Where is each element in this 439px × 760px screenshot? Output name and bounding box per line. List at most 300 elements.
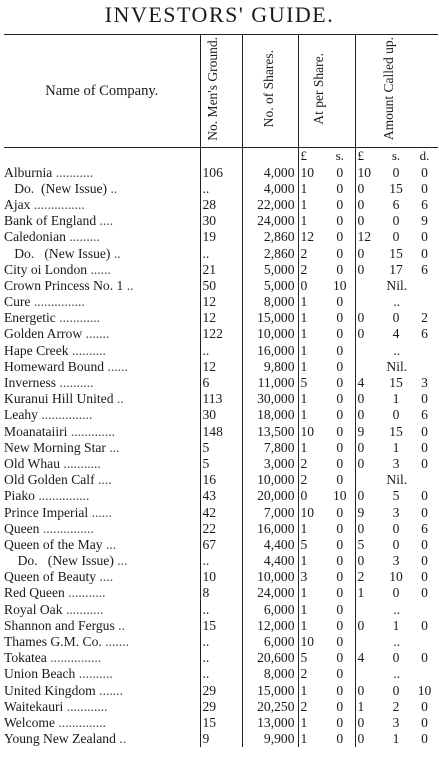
- company-name: Queen of the May: [4, 536, 103, 552]
- company-name: Ajax: [4, 196, 31, 212]
- at-pounds-value: 1: [298, 180, 325, 196]
- mens-ground-value: 9: [200, 731, 242, 747]
- table-row: [4, 504, 438, 520]
- company-name-cell: [4, 391, 200, 407]
- called-up-pounds-value: 0: [355, 488, 381, 504]
- dot-leader: ....: [99, 569, 114, 585]
- at-shillings-value: 0: [336, 698, 344, 714]
- dot-leader: ..............: [58, 714, 106, 730]
- dot-leader: ..: [113, 245, 121, 261]
- company-name: Hape Creek: [4, 342, 69, 358]
- shares-value: 15,000: [242, 682, 298, 698]
- company-name-cell: [4, 666, 200, 682]
- at-pounds-value: 1: [298, 682, 325, 698]
- company-name-cell: [4, 455, 200, 471]
- company-name-cell: [4, 294, 200, 310]
- called-up-pounds-value: 0: [355, 245, 381, 261]
- table-row: [4, 294, 438, 310]
- table-row: [4, 553, 438, 569]
- at-pounds-value: 10: [298, 423, 325, 439]
- at-pounds-value: 3: [298, 569, 325, 585]
- company-name: Union Beach: [4, 666, 76, 682]
- called-up-pounds-value: 10: [355, 164, 381, 180]
- dot-leader: ...............: [41, 407, 93, 423]
- at-pounds-value: 2: [298, 698, 325, 714]
- at-pounds-value: 1: [298, 342, 325, 358]
- mens-ground-value: 148: [200, 423, 242, 439]
- called-up-pounds-value: 0: [355, 326, 381, 342]
- table-row: [4, 439, 438, 455]
- shares-value: 20,600: [242, 650, 298, 666]
- called-up-blank: ..: [355, 342, 438, 358]
- called-up-pounds-value: 4: [355, 650, 381, 666]
- company-name-cell: [4, 310, 200, 326]
- company-name-cell: [4, 164, 200, 180]
- at-shillings-value: 0: [336, 682, 344, 698]
- company-name: Royal Oak: [4, 601, 63, 617]
- mens-ground-value: 113: [200, 391, 242, 407]
- dot-leader: ...........: [63, 455, 101, 471]
- mens-ground-value: ..: [200, 650, 242, 666]
- mens-ground-value: 15: [200, 617, 242, 633]
- table-header: [4, 35, 438, 148]
- table-row: [4, 682, 438, 698]
- at-shillings-value: 0: [336, 358, 344, 374]
- mens-ground-value: 30: [200, 213, 242, 229]
- at-pounds-value: 1: [298, 407, 325, 423]
- company-name: Do. (New Issue): [4, 245, 111, 261]
- mens-ground-value: 106: [200, 164, 242, 180]
- dot-leader: .........: [69, 229, 100, 245]
- called-up-pounds-value: 0: [355, 261, 381, 277]
- company-name: Inverness: [4, 375, 57, 391]
- dot-leader: ..........: [71, 342, 106, 358]
- called-up-pence-value: 0: [421, 391, 428, 407]
- mens-ground-value: 16: [200, 472, 242, 488]
- shares-value: 6,000: [242, 633, 298, 649]
- dot-leader: ...: [105, 536, 117, 552]
- company-name: Shannon and Fergus: [4, 617, 115, 633]
- header-no-of-shares-label: No. of Shares.: [261, 50, 276, 128]
- called-up-shillings-value: 5: [392, 488, 400, 504]
- shares-value: 4,000: [242, 180, 298, 196]
- called-up-pounds-value: 5: [355, 536, 381, 552]
- header-no-of-shares: [242, 35, 298, 148]
- at-shillings-value: 0: [336, 391, 344, 407]
- at-pounds-value: 2: [298, 455, 325, 471]
- shares-value: 5,000: [242, 277, 298, 293]
- company-name: Tokatea: [4, 650, 47, 666]
- company-name: Prince Imperial: [4, 504, 89, 520]
- called-up-blank: ..: [355, 633, 438, 649]
- at-shillings-value: 0: [336, 310, 344, 326]
- company-name-cell: [4, 326, 200, 342]
- company-name-cell: [4, 472, 200, 488]
- at-pounds-value: 1: [298, 196, 325, 212]
- mens-ground-value: ..: [200, 180, 242, 196]
- called-up-pence-value: 0: [421, 423, 428, 439]
- at-shillings-value: 0: [336, 423, 344, 439]
- company-name-cell: [4, 261, 200, 277]
- shares-value: 24,000: [242, 213, 298, 229]
- company-name-cell: [4, 617, 200, 633]
- table-row: [4, 488, 438, 504]
- company-name-cell: [4, 180, 200, 196]
- shares-value: 11,000: [242, 374, 298, 390]
- company-name: Do. (New Issue): [4, 553, 114, 569]
- at-pounds-value: 10: [298, 504, 325, 520]
- called-up-pence-value: 9: [421, 213, 428, 229]
- at-pounds-value: 0: [298, 488, 325, 504]
- company-name-cell: [4, 650, 200, 666]
- at-pounds-value: 1: [298, 391, 325, 407]
- called-up-pence-value: 0: [421, 229, 428, 245]
- table-row: [4, 374, 438, 390]
- company-name: Alburnia: [4, 164, 53, 180]
- company-name: Bank of England: [4, 213, 97, 229]
- at-shillings-value: 0: [336, 196, 344, 212]
- company-name: Piako: [4, 488, 35, 504]
- called-up-shillings-value: 3: [392, 714, 400, 730]
- dot-leader: ....: [99, 213, 114, 229]
- company-name-cell: [4, 633, 200, 649]
- at-pounds-value: 1: [298, 310, 325, 326]
- called-up-shillings-value: 0: [392, 213, 400, 229]
- called-up-pence-value: 0: [421, 585, 428, 601]
- company-name-cell: [4, 358, 200, 374]
- company-name-cell: [4, 229, 200, 245]
- called-up-pounds-value: 0: [355, 213, 381, 229]
- at-pounds-value: 10: [298, 633, 325, 649]
- table-row: [4, 633, 438, 649]
- called-up-pounds-value: 0: [355, 682, 381, 698]
- mens-ground-value: 22: [200, 520, 242, 536]
- at-shillings-value: 0: [336, 650, 344, 666]
- at-shillings-value: 0: [336, 326, 344, 342]
- table-row: [4, 391, 438, 407]
- shares-value: 20,250: [242, 698, 298, 714]
- at-shillings-value: 0: [336, 520, 344, 536]
- company-name: Queen: [4, 520, 40, 536]
- called-up-shillings-value: 1: [392, 617, 400, 633]
- called-up-shillings-value: 4: [392, 326, 400, 342]
- called-up-pounds-value: 0: [355, 553, 381, 569]
- at-shillings-value: 10: [332, 277, 347, 293]
- shares-value: 4,400: [242, 553, 298, 569]
- dot-leader: ...........: [55, 164, 94, 180]
- company-name-cell: [4, 714, 200, 730]
- called-up-shillings-value: 1: [392, 439, 400, 455]
- company-name: Red Queen: [4, 585, 65, 601]
- shares-value: 4,400: [242, 536, 298, 552]
- company-name: Welcome: [4, 714, 55, 730]
- called-up-shillings-value: 15: [389, 180, 403, 196]
- called-up-shillings-value: 15: [389, 423, 403, 439]
- called-up-shillings-value: 15: [389, 375, 403, 391]
- table-row: [4, 472, 438, 488]
- dot-leader: ..: [126, 277, 134, 293]
- company-name-cell: [4, 569, 200, 585]
- dot-leader: ............: [66, 698, 108, 714]
- called-up-pence-value: 0: [421, 504, 428, 520]
- table-row: [4, 520, 438, 536]
- called-up-blank: ..: [355, 601, 438, 617]
- mens-ground-value: ..: [200, 601, 242, 617]
- company-name-cell: [4, 342, 200, 358]
- called-up-shillings-value: 0: [392, 407, 400, 423]
- called-up-shillings-value: 0: [392, 682, 400, 698]
- at-shillings-value: 0: [336, 164, 344, 180]
- at-shillings-value: 0: [336, 617, 344, 633]
- table-row: [4, 261, 438, 277]
- called-up-shillings-value: 1: [392, 391, 400, 407]
- table-row: [4, 585, 438, 601]
- shares-value: 16,000: [242, 520, 298, 536]
- table-row: [4, 245, 438, 261]
- called-up-shillings-value: 17: [389, 261, 403, 277]
- called-up-nil: Nil.: [355, 472, 438, 488]
- at-shillings-value: 0: [336, 407, 344, 423]
- company-name: City oi London: [4, 261, 88, 277]
- called-up-shillings-value: 10: [389, 569, 403, 585]
- at-shillings-value: 0: [336, 504, 344, 520]
- shares-value: 7,800: [242, 439, 298, 455]
- at-pounds-value: 1: [298, 520, 325, 536]
- dot-leader: ...........: [65, 601, 104, 617]
- dot-leader: ..........: [78, 666, 113, 682]
- called-up-pence-value: 0: [421, 180, 428, 196]
- called-up-pence-value: 2: [421, 310, 428, 326]
- at-pounds-value: 1: [298, 294, 325, 310]
- shares-value: 8,000: [242, 294, 298, 310]
- shares-value: 30,000: [242, 391, 298, 407]
- mens-ground-value: 8: [200, 585, 242, 601]
- at-pounds-value: 5: [298, 536, 325, 552]
- mens-ground-value: 122: [200, 326, 242, 342]
- dot-leader: ...: [109, 439, 120, 455]
- dot-leader: .............: [70, 423, 116, 439]
- at-pounds-value: 1: [298, 601, 325, 617]
- dot-leader: ....: [98, 472, 112, 488]
- at-pounds-value: 2: [298, 261, 325, 277]
- mens-ground-value: ..: [200, 245, 242, 261]
- shares-value: 22,000: [242, 196, 298, 212]
- mens-ground-value: 43: [200, 488, 242, 504]
- dot-leader: ...............: [50, 650, 102, 666]
- mens-ground-value: 6: [200, 374, 242, 390]
- shares-value: 10,000: [242, 326, 298, 342]
- company-name: Leahy: [4, 407, 38, 423]
- called-up-pence-value: 0: [421, 617, 428, 633]
- at-shillings-value: 0: [336, 439, 344, 455]
- mens-ground-value: ..: [200, 666, 242, 682]
- at-shillings-value: 0: [336, 245, 344, 261]
- called-up-shillings-value: 3: [392, 553, 400, 569]
- called-up-shillings-value: 0: [392, 650, 400, 666]
- called-up-pounds-value: 0: [355, 617, 381, 633]
- shares-value: 16,000: [242, 342, 298, 358]
- table-row: [4, 617, 438, 633]
- called-up-pounds-value: 12: [355, 229, 381, 245]
- called-up-shillings-value: 2: [392, 698, 400, 714]
- shares-value: 3,000: [242, 455, 298, 471]
- company-name-cell: [4, 439, 200, 455]
- called-up-pence-value: 0: [421, 245, 428, 261]
- at-shillings-value: 10: [332, 488, 347, 504]
- dot-leader: ......: [90, 261, 111, 277]
- company-name-cell: [4, 196, 200, 212]
- table-row: [4, 666, 438, 682]
- called-up-pence-value: 3: [421, 375, 428, 391]
- called-up-pounds-value: 2: [355, 569, 381, 585]
- called-up-pence-value: 0: [421, 164, 428, 180]
- company-name-cell: [4, 520, 200, 536]
- table-row: [4, 277, 438, 293]
- called-up-shillings-value: 1: [392, 731, 400, 747]
- header-name-of-company: Name of Company.: [4, 35, 200, 148]
- company-name: Crown Princess No. 1: [4, 277, 124, 293]
- dot-leader: ..: [119, 731, 127, 747]
- called-up-pounds-value: 0: [355, 391, 381, 407]
- company-name: Queen of Beauty: [4, 569, 97, 585]
- company-name-cell: [4, 488, 200, 504]
- company-name: Old Golden Calf: [4, 472, 95, 488]
- at-shillings-value: 0: [336, 536, 344, 552]
- mens-ground-value: ..: [200, 553, 242, 569]
- table-row: [4, 714, 438, 730]
- called-up-shillings-value: 0: [392, 164, 400, 180]
- mens-ground-value: 29: [200, 682, 242, 698]
- shares-value: 2,860: [242, 229, 298, 245]
- company-name-cell: [4, 245, 200, 261]
- called-up-pounds-value: 4: [355, 374, 381, 390]
- header-at-per-share-label: At per Share.: [310, 53, 326, 125]
- dot-leader: ......: [107, 358, 128, 374]
- dot-leader: ...............: [42, 520, 94, 536]
- table-row: [4, 342, 438, 358]
- at-shillings-value: 0: [336, 634, 344, 650]
- mens-ground-value: 19: [200, 229, 242, 245]
- called-up-blank: ..: [355, 294, 438, 310]
- table-row: [4, 698, 438, 714]
- header-amount-called-up-label: Amount Called up.: [380, 37, 396, 141]
- dot-leader: ..: [116, 391, 124, 407]
- company-name-cell: [4, 536, 200, 552]
- called-up-pounds-value: 0: [355, 714, 381, 730]
- shares-value: 12,000: [242, 617, 298, 633]
- table-row: [4, 731, 438, 747]
- called-up-pounds-value: 9: [355, 423, 381, 439]
- dot-leader: ...............: [33, 294, 85, 310]
- dot-leader: ..........: [59, 375, 94, 391]
- table-row: [4, 196, 438, 212]
- called-up-pence-value: 0: [421, 569, 428, 585]
- table-row: [4, 213, 438, 229]
- shares-value: 18,000: [242, 407, 298, 423]
- called-up-pounds-value: 0: [355, 439, 381, 455]
- shares-value: 15,000: [242, 310, 298, 326]
- called-up-pence-value: 0: [421, 455, 428, 471]
- called-up-pence-value: 10: [417, 682, 432, 698]
- unit-at-shillings: s.: [335, 148, 344, 163]
- mens-ground-value: 50: [200, 277, 242, 293]
- shares-value: 2,860: [242, 245, 298, 261]
- units-row: [4, 148, 438, 165]
- company-name-cell: [4, 731, 200, 747]
- dot-leader: .......: [105, 634, 129, 650]
- company-name: Young New Zealand: [4, 731, 116, 747]
- at-pounds-value: 1: [298, 585, 325, 601]
- called-up-pence-value: 0: [421, 650, 428, 666]
- at-pounds-value: 1: [298, 553, 325, 569]
- dot-leader: ...............: [38, 488, 90, 504]
- company-name-cell: [4, 553, 200, 569]
- dot-leader: .......: [85, 326, 110, 342]
- at-shillings-value: 0: [336, 569, 344, 585]
- called-up-pounds-value: 0: [355, 196, 381, 212]
- called-up-shillings-value: 0: [392, 229, 400, 245]
- called-up-blank: ..: [355, 666, 438, 682]
- called-up-nil: Nil.: [355, 358, 438, 374]
- shares-value: 13,500: [242, 423, 298, 439]
- company-name: Do. (New Issue): [4, 180, 108, 196]
- called-up-pounds-value: 0: [355, 180, 381, 196]
- at-pounds-value: 1: [298, 714, 325, 730]
- called-up-pounds-value: 0: [355, 407, 381, 423]
- at-pounds-value: 1: [298, 326, 325, 342]
- at-shillings-value: 0: [336, 261, 344, 277]
- table-row: [4, 407, 438, 423]
- called-up-pence-value: 0: [421, 698, 428, 714]
- called-up-pounds-value: 1: [355, 698, 381, 714]
- mens-ground-value: 12: [200, 310, 242, 326]
- table-row: [4, 455, 438, 471]
- at-shillings-value: 0: [336, 180, 344, 196]
- table-row: [4, 601, 438, 617]
- shares-value: 13,000: [242, 714, 298, 730]
- at-pounds-value: 2: [298, 666, 325, 682]
- called-up-pence-value: 0: [421, 536, 428, 552]
- mens-ground-value: ..: [200, 633, 242, 649]
- dot-leader: ...........: [68, 585, 106, 601]
- at-pounds-value: 10: [298, 164, 325, 180]
- called-up-pence-value: 0: [421, 439, 428, 455]
- at-shillings-value: 0: [336, 472, 344, 488]
- at-shillings-value: 0: [336, 455, 344, 471]
- at-shillings-value: 0: [336, 375, 344, 391]
- dot-leader: .......: [99, 682, 123, 698]
- called-up-shillings-value: 0: [392, 585, 400, 601]
- called-up-nil: Nil.: [355, 277, 438, 293]
- at-shillings-value: 0: [336, 601, 344, 617]
- mens-ground-value: 29: [200, 698, 242, 714]
- dot-leader: ......: [91, 504, 112, 520]
- header-at-per-share: [298, 35, 355, 148]
- called-up-pence-value: 6: [421, 520, 428, 536]
- table-row: [4, 536, 438, 552]
- company-name-cell: [4, 277, 200, 293]
- mens-ground-value: 28: [200, 196, 242, 212]
- called-up-pounds-value: 0: [355, 520, 381, 536]
- company-name: Golden Arrow: [4, 326, 83, 342]
- at-pounds-value: 2: [298, 245, 325, 261]
- at-shillings-value: 0: [336, 714, 344, 730]
- called-up-pounds-value: 0: [355, 310, 381, 326]
- company-name: Kuranui Hill United: [4, 391, 114, 407]
- mens-ground-value: 42: [200, 504, 242, 520]
- unit-at-pounds: £: [298, 148, 325, 165]
- mens-ground-value: 15: [200, 714, 242, 730]
